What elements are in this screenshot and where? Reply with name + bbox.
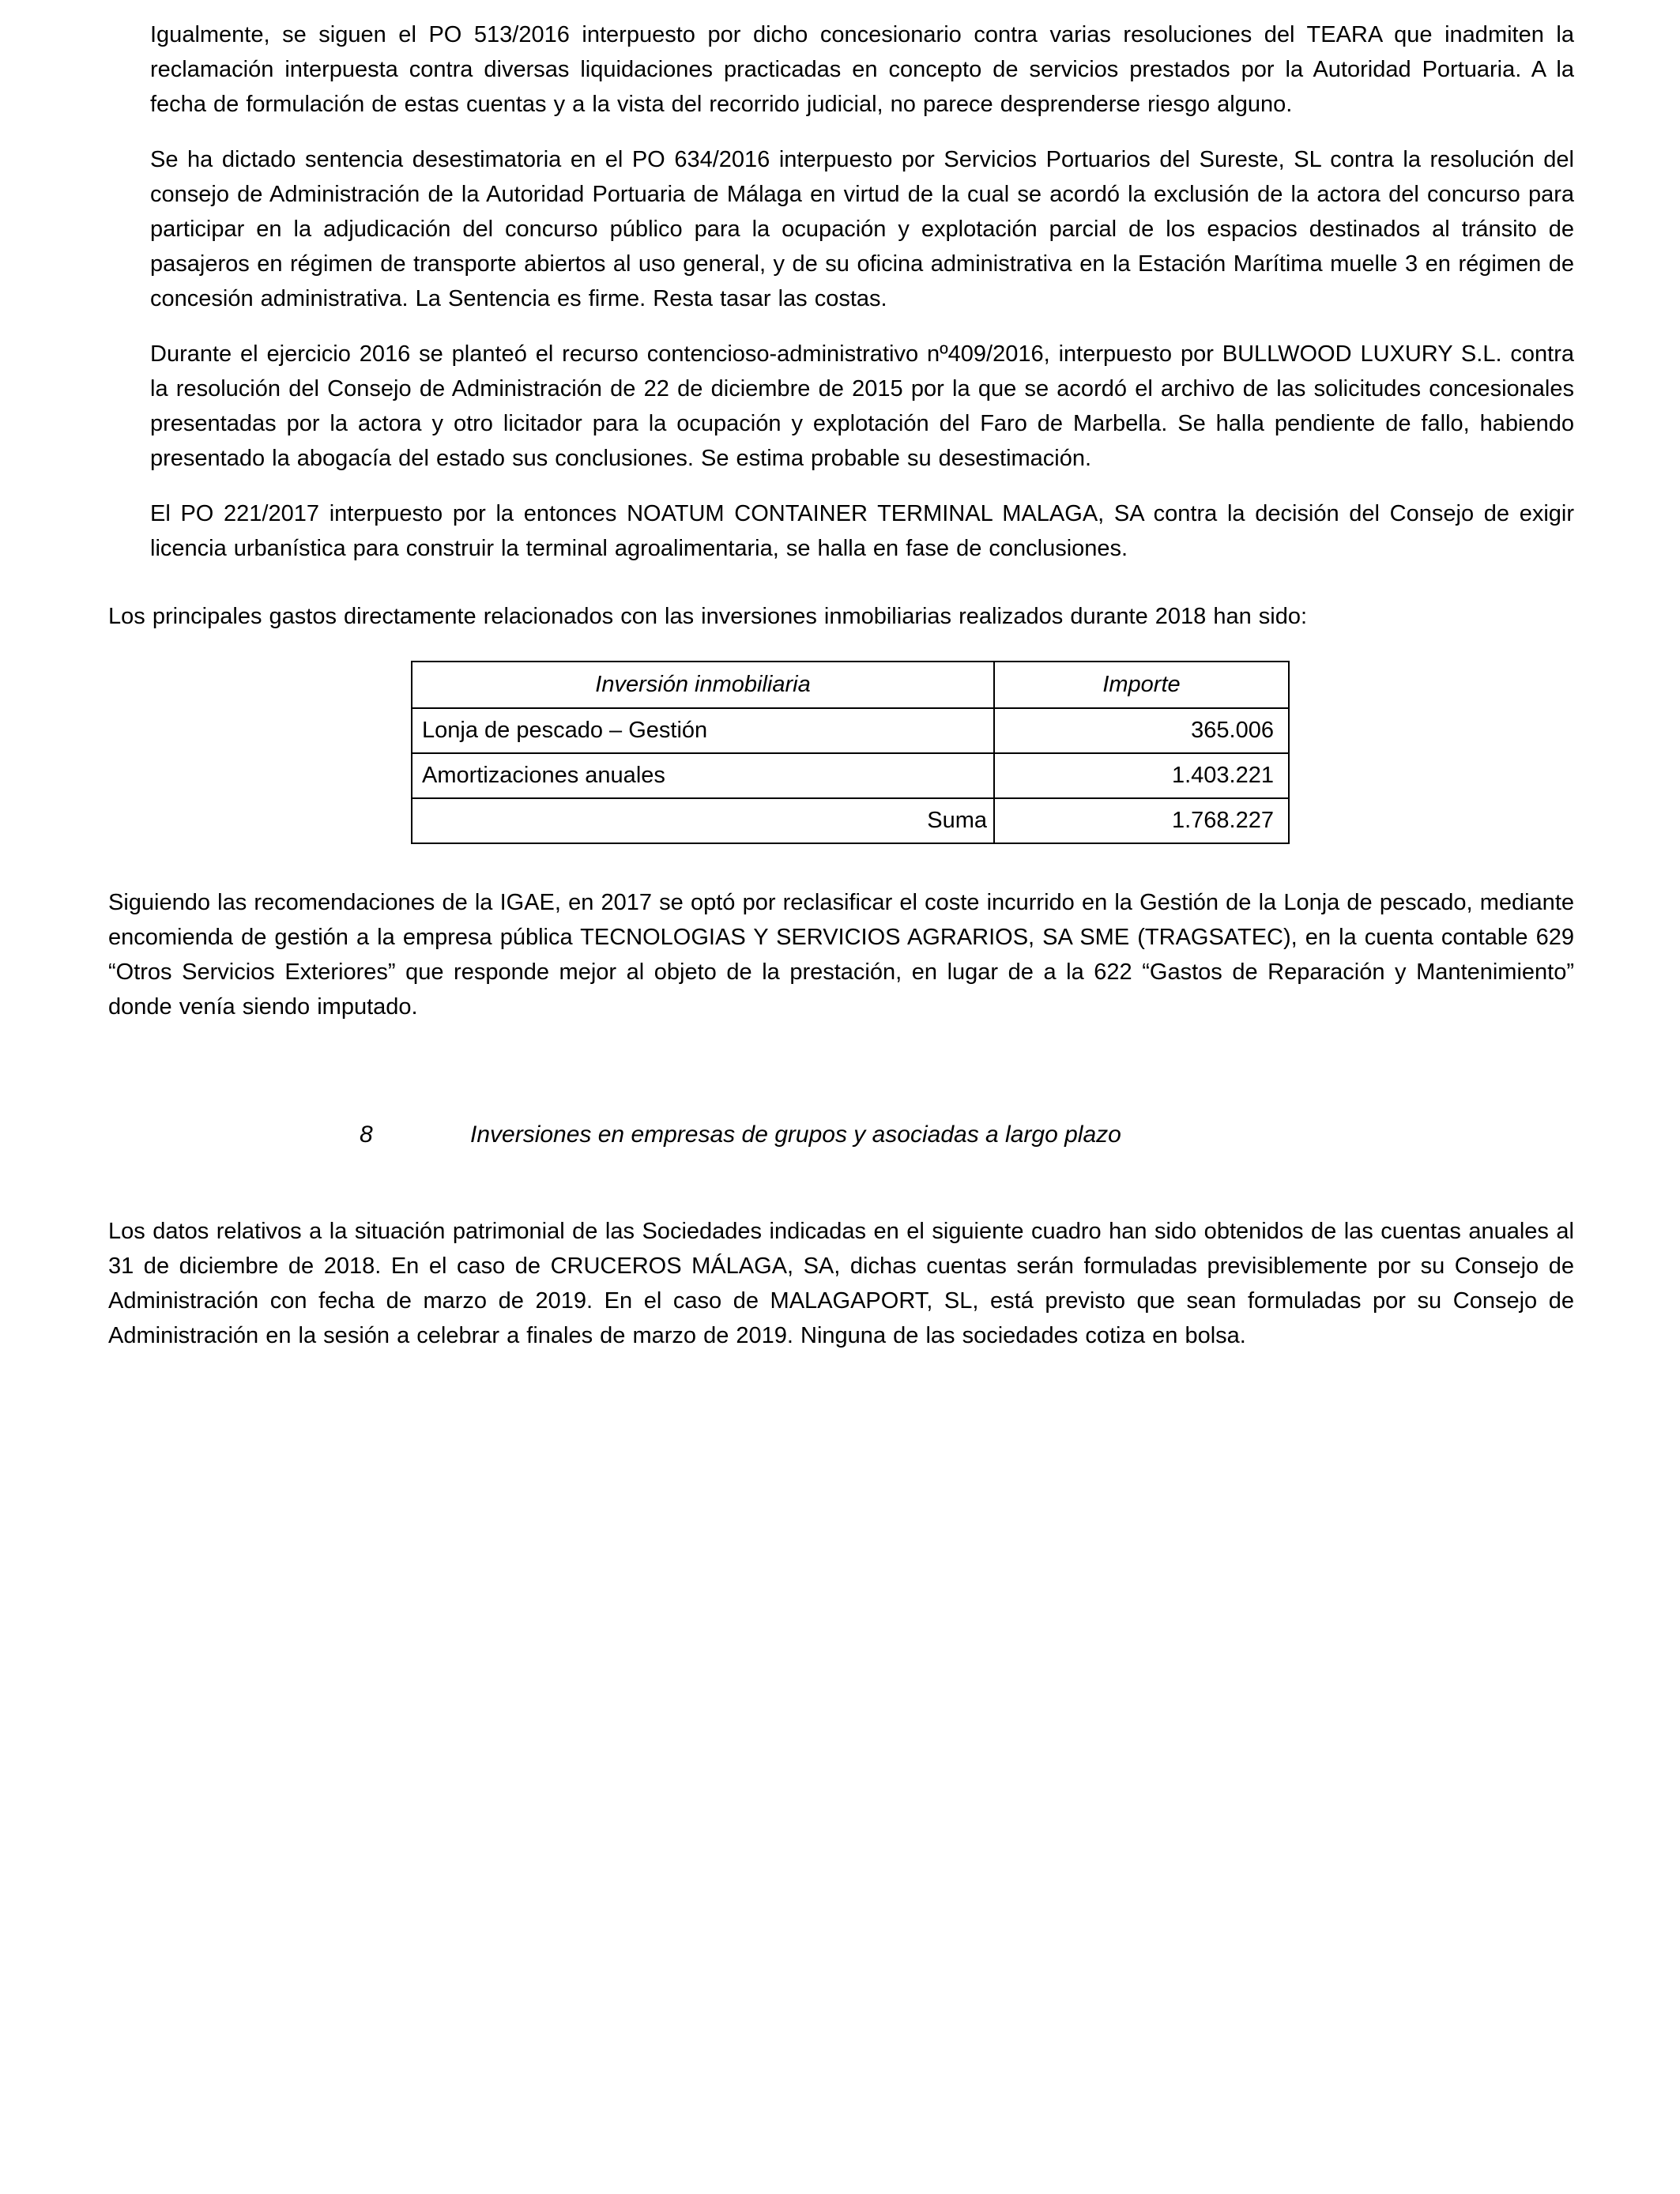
table-cell-value: 1.403.221	[994, 753, 1289, 798]
section-title: Inversiones en empresas de grupos y asociadas a largo plazo	[470, 1122, 1121, 1148]
section-number: 8	[360, 1122, 373, 1148]
paragraph-intro-gastos: Los principales gastos directamente relacionados con las inversiones inmobiliarias realizados durante 2018 han sido:	[108, 604, 1308, 629]
table-header-importe: Importe	[994, 662, 1289, 708]
table-cell-label: Amortizaciones anuales	[412, 753, 994, 798]
table-row-amortizaciones	[412, 753, 1289, 798]
paragraph-po-221-2017: El PO 221/2017 interpuesto por la entonces NOATUM CONTAINER TERMINAL MALAGA, SA contra la decisión del Consejo de exigir licencia urbanística para construir la terminal agroalimentaria, se halla en fase de conclusiones.	[150, 501, 1574, 561]
table-row-lonja	[412, 708, 1289, 753]
table-header-inversion: Inversión inmobiliaria	[412, 662, 994, 708]
paragraph-po-513-2016: Igualmente, se siguen el PO 513/2016 interpuesto por dicho concesionario contra varias resoluciones del TEARA que inadmiten la reclamación interpuesta contra diversas liquidaciones practicadas en concepto de servicios prestados por la Autoridad Portuaria. A la fecha de formulación de estas cuentas y a la vista del recorrido judicial, no parece desprenderse riesgo alguno.	[150, 22, 1574, 117]
table-cell-value: 365.006	[994, 708, 1289, 753]
table-cell-total-label: Suma	[412, 798, 994, 843]
paragraph-recurso-409-2016: Durante el ejercicio 2016 se planteó el recurso contencioso-administrativo nº409/2016, interpuesto por BULLWOOD LUXURY S.L. contra la resolución del Consejo de Administración de 22 de diciembre de 2015 por la que se acordó el archivo de las solicitudes concesionales presentadas por la actora y otro licitador para la ocupación y explotación del Faro de Marbella. Se halla pendiente de fallo, habiendo presentado la abogacía del estado sus conclusiones. Se estima probable su desestimación.	[150, 341, 1574, 471]
litigation-paragraphs	[108, 17, 1574, 566]
table-header-row	[412, 662, 1289, 708]
paragraph-situacion-patrimonial: Los datos relativos a la situación patrimonial de las Sociedades indicadas en el siguiente cuadro han sido obtenidos de las cuentas anuales al 31 de diciembre de 2018. En el caso de CRUCEROS MÁLAGA, SA, dichas cuentas serán formuladas previsiblemente por su Consejo de Administración con fecha de marzo de 2019. En el caso de MALAGAPORT, SL, está previsto que sean formuladas por su Consejo de Administración en la sesión a celebrar a finales de marzo de 2019. Ninguna de las sociedades cotiza en bolsa.	[108, 1219, 1574, 1348]
section-heading-8	[360, 1118, 1574, 1152]
table-row-suma	[412, 798, 1289, 843]
table-cell-total-value: 1.768.227	[994, 798, 1289, 843]
table-cell-label: Lonja de pescado – Gestión	[412, 708, 994, 753]
inversiones-inmobiliarias-table	[411, 661, 1290, 844]
paragraph-po-634-2016: Se ha dictado sentencia desestimatoria en el PO 634/2016 interpuesto por Servicios Portuarios del Sureste, SL contra la resolución del consejo de Administración de la Autoridad Portuaria de Málaga en virtud de la cual se acordó la exclusión de la actora del concurso para participar en la adjudicación del concurso público para la ocupación y explotación parcial de los espacios destinados al tránsito de pasajeros en régimen de transporte abiertos al uso general, y de su oficina administrativa en la Estación Marítima muelle 3 en régimen de concesión administrativa. La Sentencia es firme. Resta tasar las costas.	[150, 147, 1574, 311]
paragraph-igae-reclasificacion: Siguiendo las recomendaciones de la IGAE, en 2017 se optó por reclasificar el coste incurrido en la Gestión de la Lonja de pescado, mediante encomienda de gestión a la empresa pública TECNOLOGIAS Y SERVICIOS AGRARIOS, SA SME (TRAGSATEC), en la cuenta contable 629 “Otros Servicios Exteriores” que responde mejor al objeto de la prestación, en lugar de a la 622 “Gastos de Reparación y Mantenimiento” donde venía siendo imputado.	[108, 890, 1574, 1020]
